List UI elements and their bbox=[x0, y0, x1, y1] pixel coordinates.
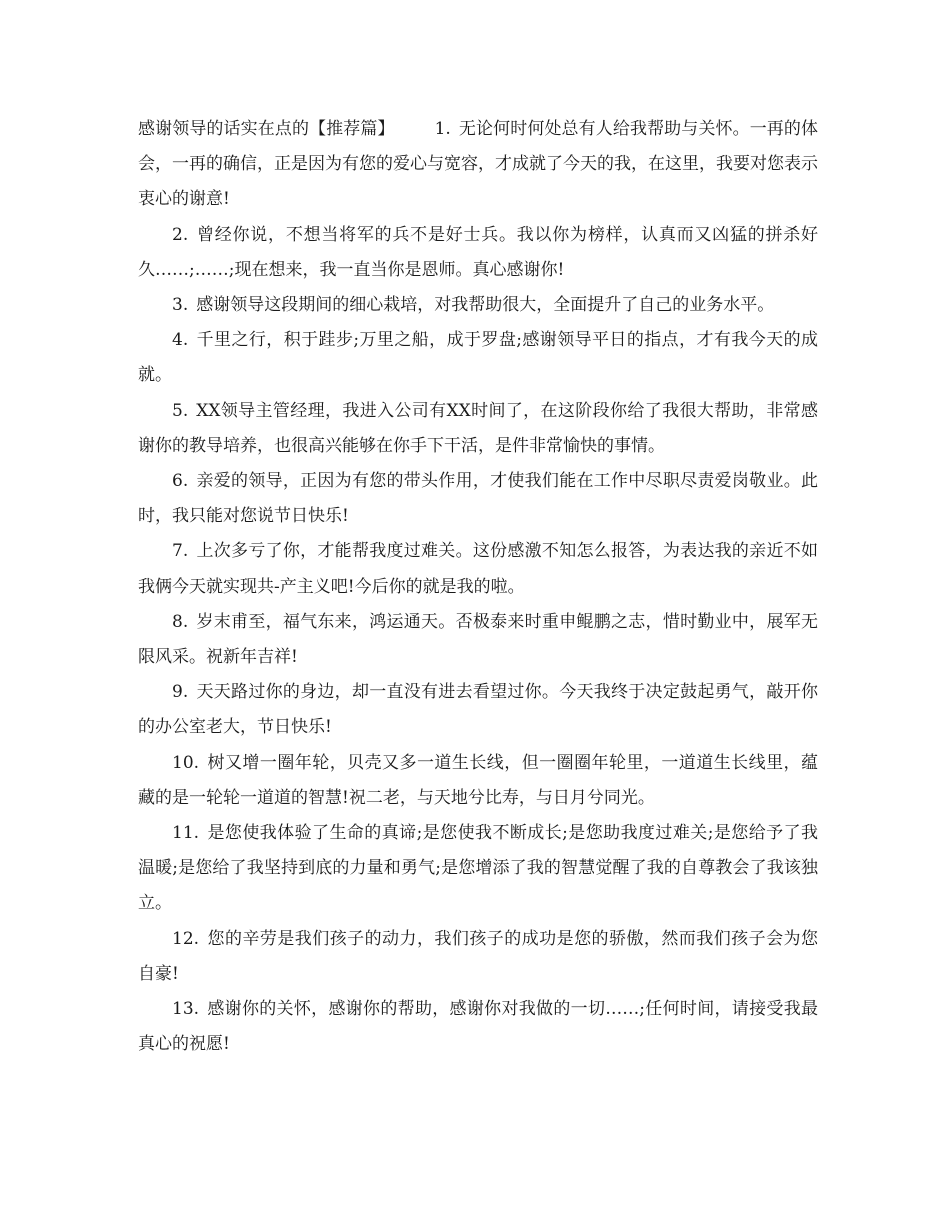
item-number: 11. bbox=[172, 823, 200, 844]
list-item bbox=[138, 816, 818, 922]
item-number: 5. bbox=[172, 400, 189, 421]
list-item bbox=[138, 746, 818, 816]
list-item bbox=[138, 992, 818, 1062]
item-number: 10. bbox=[172, 752, 200, 773]
document-title: 感谢领导的话实在点的【推荐篇】 bbox=[138, 119, 395, 139]
item-text: 是您使我体验了生命的真谛;是您使我不断成长;是您助我度过难关;是您给予了我温暖;是您给了我坚持到底的力量和勇气;是您增添了我的智慧觉醒了我的自尊教会了我该独立。 bbox=[138, 823, 818, 914]
item-number: 2. bbox=[172, 224, 189, 245]
item-text: 岁末甫至，福气东来，鸿运通天。否极泰来时重申鲲鹏之志，惜时勤业中，展军无限风采。祝新年吉祥! bbox=[138, 611, 818, 668]
item-text: 树又增一圈年轮，贝壳又多一道生长线，但一圈圈年轮里，一道道生长线里，蕴藏的是一轮轮一道道的智慧!祝二老，与天地兮比寿，与日月兮同光。 bbox=[138, 752, 818, 808]
item-number: 12. bbox=[172, 928, 200, 949]
list-item bbox=[138, 218, 818, 288]
list-item bbox=[138, 464, 818, 534]
list-item bbox=[138, 605, 818, 675]
list-item bbox=[138, 288, 818, 323]
item-number: 9. bbox=[172, 682, 189, 703]
list-item bbox=[138, 922, 818, 992]
first-paragraph bbox=[138, 112, 818, 218]
item-text: 上次多亏了你，才能帮我度过难关。这份感激不知怎么报答，为表达我的亲近不如我俩今天就实现共-产主义吧!今后你的就是我的啦。 bbox=[138, 541, 818, 597]
list-item bbox=[138, 394, 818, 464]
list-item bbox=[138, 675, 818, 745]
list-item bbox=[138, 534, 818, 604]
item-text: 曾经你说，不想当将军的兵不是好士兵。我以你为榜样，认真而又凶猛的拼杀好久……;……;现在想来，我一直当你是恩师。真心感谢你! bbox=[138, 224, 818, 280]
item-text: 天天路过你的身边，却一直没有进去看望过你。今天我终于决定鼓起勇气，敲开你的办公室老大，节日快乐! bbox=[138, 682, 818, 738]
item-number: 7. bbox=[172, 541, 189, 562]
item-number: 13. bbox=[172, 999, 200, 1020]
item-number: 4. bbox=[172, 330, 189, 351]
item-number: 3. bbox=[172, 295, 189, 316]
item-text: 您的辛劳是我们孩子的动力，我们孩子的成功是您的骄傲，然而我们孩子会为您自豪! bbox=[138, 928, 818, 984]
item-text: XX领导主管经理，我进入公司有XX时间了，在这阶段你给了我很大帮助，非常感谢你的教导培养，也很高兴能够在你手下干活，是件非常愉快的事情。 bbox=[138, 400, 818, 456]
item-number: 1. bbox=[434, 119, 451, 139]
item-number: 6. bbox=[172, 471, 189, 492]
item-text: 无论何时何处总有人给我帮助与关怀。一再的体会，一再的确信，正是因为有您的爱心与宽容，才成就了今天的我，在这里，我要对您表示衷心的谢意! bbox=[138, 119, 819, 210]
item-number: 8. bbox=[172, 611, 189, 632]
item-text: 千里之行，积于跬步;万里之船，成于罗盘;感谢领导平日的指点，才有我今天的成就。 bbox=[138, 330, 818, 386]
item-text: 感谢领导这段期间的细心栽培，对我帮助很大，全面提升了自己的业务水平。 bbox=[196, 295, 775, 316]
item-text: 亲爱的领导，正因为有您的带头作用，才使我们能在工作中尽职尽责爱岗敬业。此时，我只能对您说节日快乐! bbox=[138, 471, 818, 527]
list-item bbox=[138, 323, 818, 393]
item-text: 感谢你的关怀，感谢你的帮助，感谢你对我做的一切……;任何时间，请接受我最真心的祝愿! bbox=[138, 999, 818, 1055]
document-body bbox=[138, 112, 818, 1062]
